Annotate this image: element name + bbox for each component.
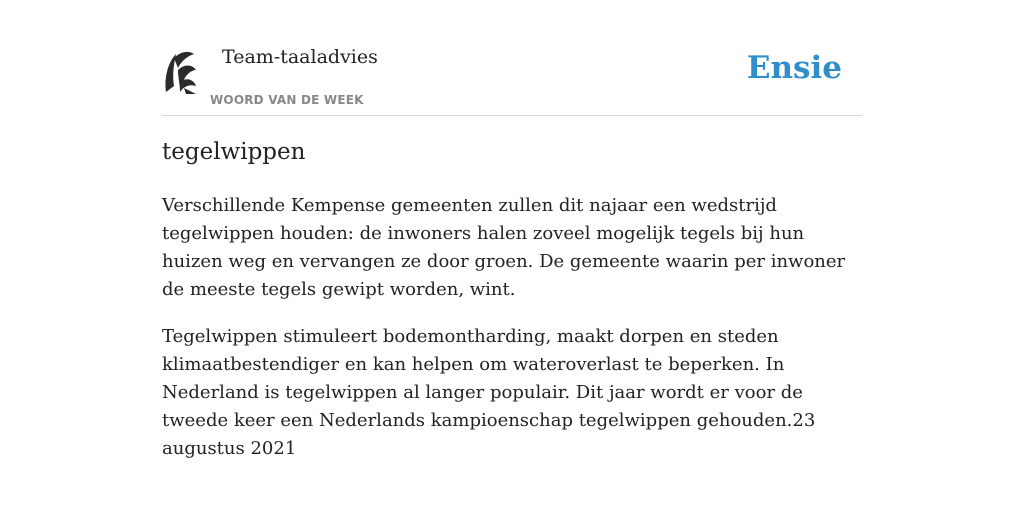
header [162,40,862,116]
brand-logo[interactable]: Ensie [746,50,842,86]
team-name[interactable]: Team-taaladvies [222,46,378,68]
lion-logo-icon [162,48,198,96]
section-label: WOORD VAN DE WEEK [210,93,364,107]
article-body [162,192,862,482]
word-title: tegelwippen [162,139,306,165]
article-paragraph-text: Tegelwippen stimuleert bodemontharding, maakt dorpen en steden klimaatbestendiger en kan helpen om wateroverlast te beperken. In Nederland is tegelwippen al langer populair. Dit jaar wordt er voor de tweede keer een Nederlands kampioenschap tegelwippen gehouden. [162,326,803,431]
article-date: 23 augustus 2021 [162,410,816,459]
article-paragraph [162,323,862,463]
article-paragraph: Verschillende Kempense gemeenten zullen dit najaar een wedstrijd tegelwippen houden: de inwoners halen zoveel mogelijk tegels bij hun huizen weg en vervangen ze door groen. De gemeente waarin per inwoner de meeste tegels gewipt worden, wint. [162,195,846,300]
